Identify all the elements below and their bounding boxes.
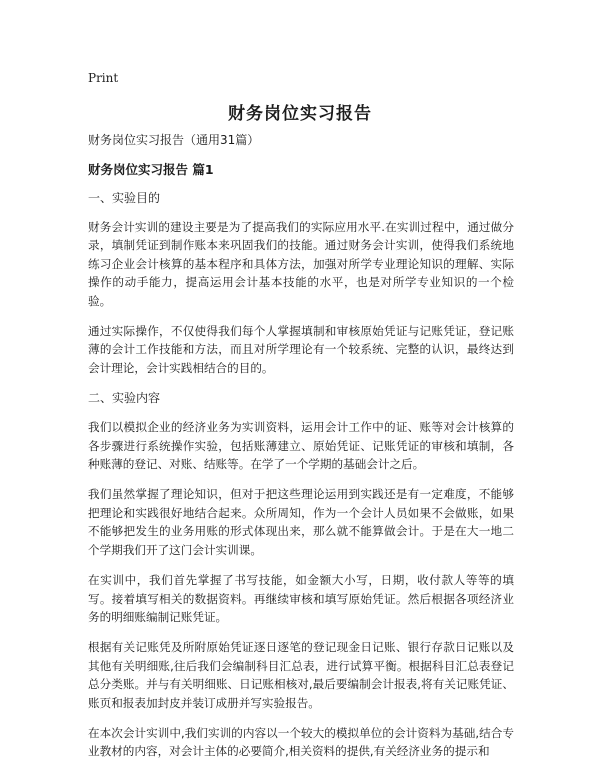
- print-link[interactable]: Print: [88, 71, 119, 85]
- paragraph: 通过实际操作，不仅使得我们每个人掌握填制和审核原始凭证与记账凭证，登记账薄的会计工作技能和方法，而且对所学理论有一个较系统、完整的认识，最终达到会计理论，会计实践相结合的目的。: [88, 324, 514, 375]
- paragraph: 在本次会计实训中,我们实训的内容以一个较大的模拟单位的会计资料为基础,结合专业教材的内容，对会计主体的必要简介,相关资料的提供,有关经济业务的提示和: [88, 725, 514, 759]
- paragraph: 我们以模拟企业的经济业务为实训资料，运用会计工作中的证、账等对会计核算的各步骤进行系统操作实验，包括账薄建立、原始凭证、记账凭证的审核和填制，各种账薄的登记、对账、结账等。在学了一个学期的基础会计之后。: [88, 420, 514, 472]
- paragraph: 财务会计实训的建设主要是为了提高我们的实际应用水平.在实训过程中，通过做分录，填制凭证到制作账本来巩固我们的技能。通过财务会计实训，使得我们系统地练习企业会计核算的基本程序和具体方法，加强对所学专业理论知识的理解、实际操作的动手能力，提高运用会计基本技能的水平，也是对所学专业知识的一个检验。: [88, 220, 514, 308]
- heading-experiment-purpose: 一、实验目的: [88, 191, 161, 205]
- document-body: [88, 131, 514, 773]
- section-heading: 财务岗位实习报告 篇1: [88, 162, 214, 177]
- document-subtitle: 财务岗位实习报告（通用31篇）: [88, 133, 260, 147]
- paragraph: 在实训中，我们首先掌握了书写技能，如金额大小写，日期，收付款人等等的填写。接着填写相关的数据资料。再继续审核和填写原始凭证。然后根据各项经济业务的明细账编制记账凭证。: [88, 573, 514, 624]
- heading-experiment-content: 二、实验内容: [88, 391, 161, 406]
- paragraph: 根据有关记账凭及所附原始凭证逐日逐笔的登记现金日记账、银行存款日记账以及其他有关明细账,往后我们会编制科目汇总表，进行试算平衡。根据科目汇总表登记总分类账。并与有关明细账、日记账相核对,最后要编制会计报表,将有关记账凭证、账页和报表加封皮并装订成册并写实验报告。: [88, 640, 514, 710]
- page-title: 财务岗位实习报告: [228, 104, 372, 124]
- paragraph: 我们虽然掌握了理论知识，但对于把这些理论运用到实践还是有一定难度，不能够把理论和实践很好地结合起来。众所周知，作为一个会计人员如果不会做账，如果不能够把发生的业务用账的形式体现出来，那么就不能算做会计。于是在大一地二个学期我们开了这门会计实训课。: [88, 487, 514, 557]
